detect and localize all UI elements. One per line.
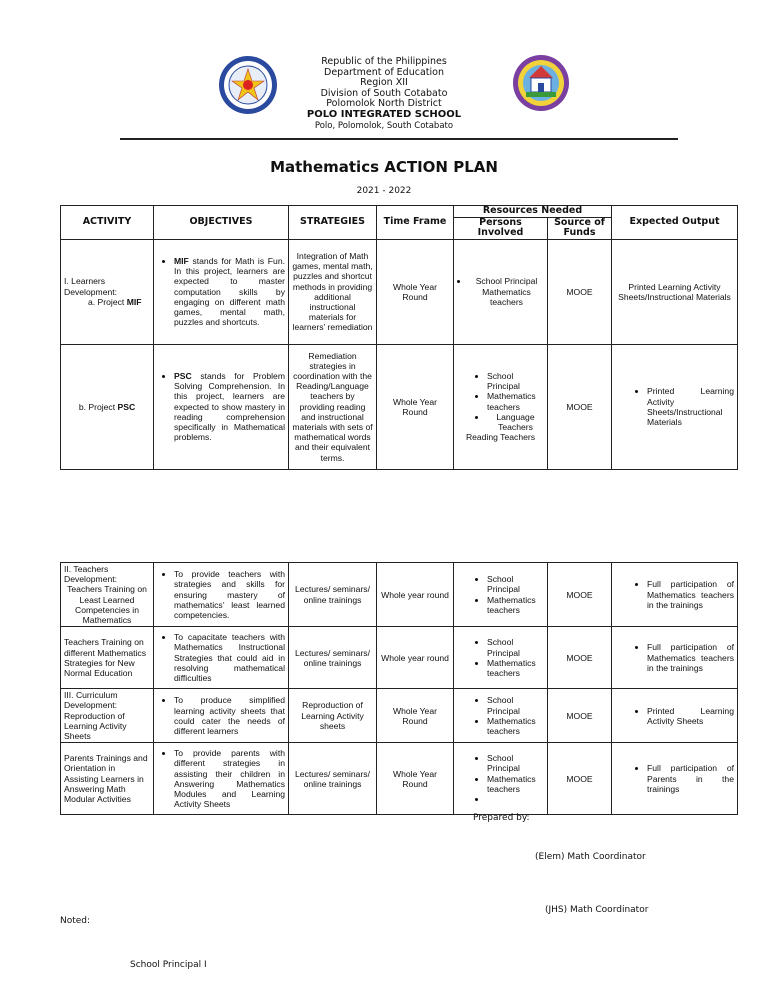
funds-cell: MOOE	[548, 743, 612, 815]
header-line: Department of Education	[324, 66, 444, 78]
strategy-cell: Remediation strategies in coordination with the Reading/Language teachers by providing reading and instructional materials with sets of mathematical words and their equivalent terms.	[289, 344, 377, 469]
principal-label: School Principal I	[130, 960, 207, 970]
action-plan-table	[60, 205, 738, 470]
strategy-cell: Lectures/ seminars/ online trainings	[289, 627, 377, 689]
table-row	[61, 344, 738, 469]
header-funds: Source of Funds	[548, 217, 612, 239]
output-cell: • Full participation of Mathematics teachers in the trainings	[612, 563, 738, 627]
prepared-by-label: Prepared by:	[473, 813, 530, 823]
output-cell: Printed Learning Activity Sheets/Instructional Materials	[612, 239, 738, 344]
header-expected-output: Expected Output	[612, 206, 738, 240]
header-divider	[120, 138, 678, 140]
header-strategies: STRATEGIES	[289, 206, 377, 240]
output-cell: • Full participation of Mathematics teachers in the trainings	[612, 627, 738, 689]
persons-cell: • School Principal • Mathematics teachers	[454, 689, 548, 743]
table-row	[61, 563, 738, 627]
persons-cell: • School Principal • Mathematics teachers	[454, 627, 548, 689]
activity-cell: Teachers Training on different Mathematics Strategies for New Normal Education	[61, 627, 154, 689]
objective-cell: • MIF stands for Math is Fun. In this project, learners are expected to master computation skills by engaging on different math games, mental math, puzzles and shortcuts.	[154, 239, 289, 344]
persons-cell: • School Principal • Mathematics teachers • Language Teachers Reading Teachers	[454, 344, 548, 469]
school-name: POLO INTEGRATED SCHOOL	[306, 108, 462, 120]
letterhead	[0, 57, 768, 131]
table-row	[61, 239, 738, 344]
output-cell: • Printed Learning Activity Sheets/Instructional Materials	[612, 344, 738, 469]
header-persons: Persons Involved	[454, 217, 548, 239]
school-address: Polo, Polomolok, South Cotabato	[314, 120, 454, 131]
time-frame-cell: Whole Year Round	[377, 689, 454, 743]
noted-label: Noted:	[60, 916, 91, 926]
strategy-cell: Lectures/ seminars/ online trainings	[289, 563, 377, 627]
time-frame-cell: Whole Year Round	[377, 239, 454, 344]
activity-cell: b. Project PSC	[61, 344, 154, 469]
activity-cell: I. Learners Development: a. Project MIF	[61, 239, 154, 344]
objective-cell: • To capacitate teachers with Mathematics Instructional Strategies that could aid in resolving mathematical difficulties	[154, 627, 289, 689]
objective-cell: • To provide parents with different strategies in assisting their children in Answering Mathematics Modules and Learning Activity Sheets	[154, 743, 289, 815]
activity-cell: III. Curriculum Development: Reproduction of Learning Activity Sheets	[61, 689, 154, 743]
output-cell: • Printed Learning Activity Sheets	[612, 689, 738, 743]
jhs-coordinator-label: (JHS) Math Coordinator	[545, 905, 649, 915]
funds-cell: MOOE	[548, 627, 612, 689]
activity-cell: II. Teachers Development: Teachers Training on Least Learned Competencies in Mathematics	[61, 563, 154, 627]
elem-coordinator-label: (Elem) Math Coordinator	[535, 852, 646, 862]
header-line: Polomolok North District	[326, 98, 442, 110]
header-resources: Resources Needed	[454, 206, 612, 218]
output-cell: • Full participation of Parents in the trainings	[612, 743, 738, 815]
table-row	[61, 627, 738, 689]
header-line: Republic of the Philippines	[321, 56, 447, 67]
header-line: Division of South Cotabato	[320, 87, 448, 99]
time-frame-cell: Whole Year Round	[377, 344, 454, 469]
objective-cell: • PSC stands for Problem Solving Comprehension. In this project, learners are expected to show mastery in reading comprehension specifically in Mathematical problems.	[154, 344, 289, 469]
page-title: Mathematics ACTION PLAN	[270, 158, 498, 176]
persons-cell: • School Principal • Mathematics teachers •	[454, 743, 548, 815]
funds-cell: MOOE	[548, 344, 612, 469]
activity-cell: Parents Trainings and Orientation in Assisting Learners in Answering Math Modular Activities	[61, 743, 154, 815]
table-row	[61, 743, 738, 815]
header-time-frame: Time Frame	[377, 206, 454, 240]
header-objectives: OBJECTIVES	[154, 206, 289, 240]
time-frame-cell: Whole year round	[377, 563, 454, 627]
funds-cell: MOOE	[548, 563, 612, 627]
time-frame-cell: Whole year round	[377, 627, 454, 689]
strategy-cell: Lectures/ seminars/ online trainings	[289, 743, 377, 815]
funds-cell: MOOE	[548, 239, 612, 344]
action-plan-table-continued	[60, 562, 738, 815]
funds-cell: MOOE	[548, 689, 612, 743]
header-line: Region XII	[360, 77, 408, 89]
strategy-cell: Integration of Math games, mental math, puzzles and shortcut methods in providing additional instructional materials for learners’ remediation	[289, 239, 377, 344]
header-activity: ACTIVITY	[61, 206, 154, 240]
table-row	[61, 689, 738, 743]
objective-cell: • To provide teachers with strategies and skills for ensuring mastery of mathematics’ least learned competencies.	[154, 563, 289, 627]
strategy-cell: Reproduction of Learning Activity sheets	[289, 689, 377, 743]
objective-cell: • To produce simplified learning activity sheets that could cater the needs of different learners	[154, 689, 289, 743]
time-frame-cell: Whole Year Round	[377, 743, 454, 815]
persons-cell: • School Principal • Mathematics teachers	[454, 563, 548, 627]
persons-cell: • School Principal Mathematics teachers	[454, 239, 548, 344]
school-year: 2021 - 2022	[356, 186, 412, 196]
